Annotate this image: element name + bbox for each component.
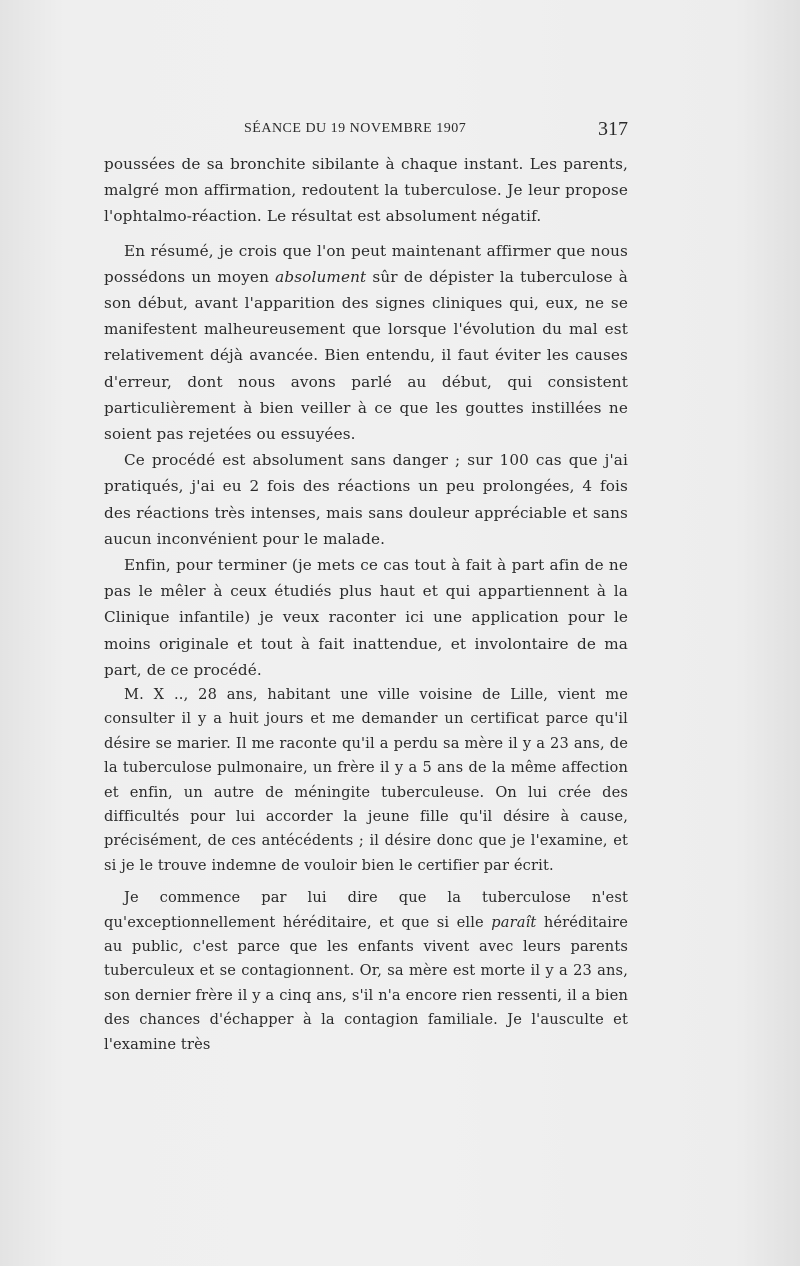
paragraph-case: M. X .., 28 ans, habitant une ville voisine de Lille, vient me consulter il y a huit jours et me demander un certificat parce qu'il désire se marier. Il me raconte qu'il a perdu sa mère il y a 23 ans, de la tuberculose pulmonaire, un frère il y a 5 ans de la même affection et enfin, un autre de méningite tuberculeuse. On lui crée des difficultés pour lui accorder la jeune fille qu'il désire à cause, précisément, de ces antécédents ; il désire donc que je l'examine, et si je le trouve indemne de vouloir bien le certifier par écrit.	[104, 686, 628, 874]
paragraph-discussion-after: héréditaire au public, c'est parce que les enfants vivent avec leurs parents tuberculeux et se contagionnent. Or, sa mère est morte il y a 23 ans, son dernier frère il y a cinq ans, s'il n'a encore rien ressenti, il a bien des chances d'échapper à la contagion familiale. Je l'ausculte et l'examine très	[104, 913, 628, 1053]
running-title: SÉANCE DU 19 NOVEMBRE 1907	[244, 121, 467, 136]
paragraph-intro: poussées de sa bronchite sibilante à chaque instant. Les parents, malgré mon affirmation, redoutent la tuberculose. Je leur propose l'ophtalmo-réaction. Le résultat est absolument négatif.	[104, 155, 628, 226]
emphasis-absolument: absolument	[275, 267, 367, 286]
page-number: 317	[598, 118, 628, 140]
emphasis-parait: paraît	[491, 913, 537, 931]
paragraph-discussion-before: Je commence par lui dire que la tuberculose n'est qu'exceptionnellement héréditaire, et que si elle	[104, 889, 628, 931]
paragraph-discussion	[104, 886, 628, 1057]
paragraph-summary	[104, 238, 628, 448]
paragraph-safety: Ce procédé est absolument sans danger ; sur 100 cas que j'ai pratiqués, j'ai eu 2 fois des réactions un peu prolongées, 4 fois des réactions très intenses, mais sans douleur appréciable et sans aucun inconvénient pour le malade.	[104, 451, 628, 548]
running-head	[104, 118, 628, 142]
paragraph-summary-before: En résumé, je crois que l'on peut maintenant affirmer que nous possédons un moyen	[104, 241, 628, 286]
paragraph-summary-after: sûr de dépister la tuberculose à son début, avant l'apparition des signes cliniques qui, eux, ne se manifestent malheureusement que lorsque l'évolution du mal est relativement déjà avancée. Bien entendu, il faut éviter les causes d'erreur, dont nous avons parlé au début, qui consistent particulièrement à bien veiller à ce que les gouttes instillées ne soient pas rejetées ou essuyées.	[104, 267, 628, 444]
main-text	[104, 151, 628, 683]
paragraph-conclusion: Enfin, pour terminer (je mets ce cas tout à fait à part afin de ne pas le mêler à ceux étudiés plus haut et qui appartiennent à la Clinique infantile) je veux raconter ici une application pour le moins originale et tout à fait inattendue, et involontaire de ma part, de ce procédé.	[104, 556, 628, 679]
case-report	[104, 683, 628, 1057]
